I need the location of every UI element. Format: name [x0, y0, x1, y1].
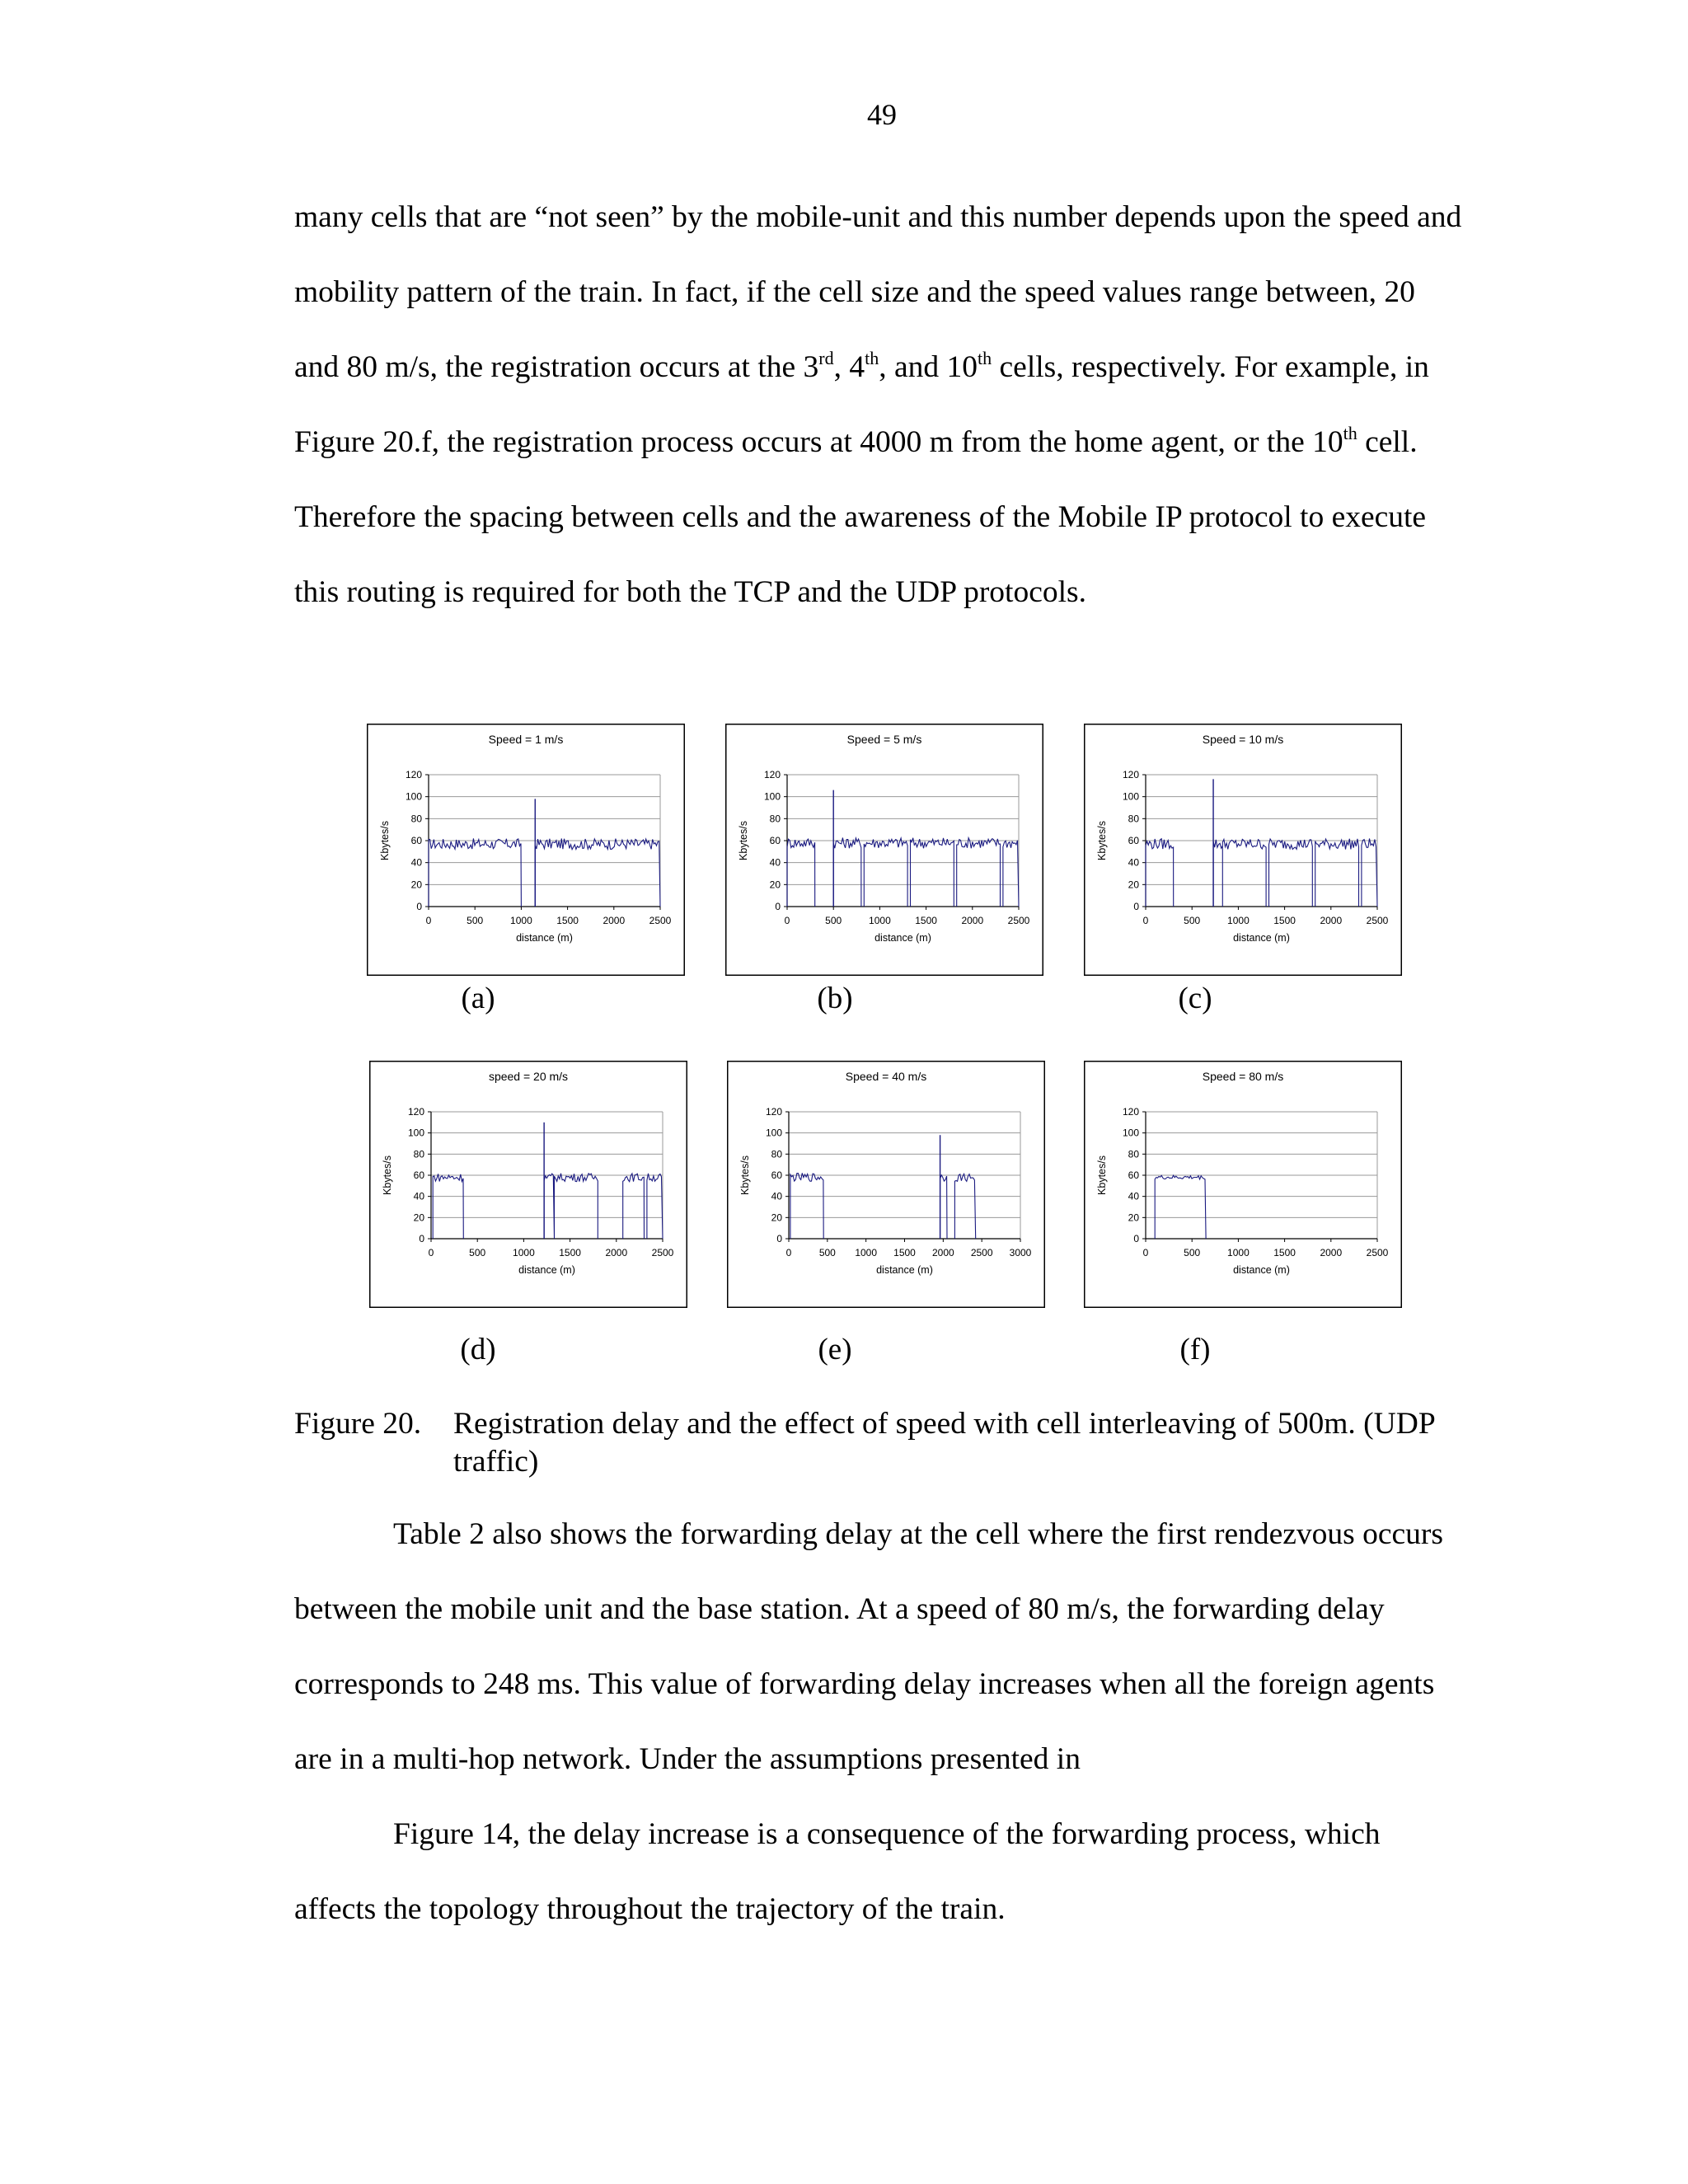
x-tick-label: 2500 — [1007, 915, 1030, 926]
chart-title: speed = 20 m/s — [488, 1070, 569, 1083]
y-tick-label: 20 — [1128, 879, 1139, 891]
chart-svg — [725, 724, 1043, 976]
body-paragraph-3: Figure 14, the delay increase is a consequence of the forwarding process, which affects the topology throughout the trajectory of the train. — [294, 1817, 1381, 1926]
chart-svg — [1084, 1061, 1402, 1308]
x-tick-label: 2000 — [931, 1247, 954, 1258]
y-tick-label: 0 — [419, 1233, 424, 1244]
body-paragraph-2: Table 2 also shows the forwarding delay at the cell where the first rendezvous occurs between the mobile unit and the base station. At a speed of 80 m/s, the forwarding delay corresponds to 248 ms. This value of forwarding delay increases when all the foreign agents are in a multi-hop network. Under the assumptions presented in — [294, 1517, 1444, 1776]
subfigure-label-c: (c) — [1178, 982, 1212, 1015]
y-tick-label: 80 — [1128, 813, 1139, 825]
x-tick-label: 500 — [1184, 1247, 1201, 1258]
chart-speed-80 — [1084, 1061, 1402, 1308]
y-tick-label: 120 — [765, 1106, 782, 1118]
body-paragraph-1: many cells that are “not seen” by the mobile-unit and this number depends upon the speed and mobility pattern of the train. In fact, if the cell size and the speed values range between, 20 and 80 m/s, the registration occurs at the 3rd, 4th, and 10th cells, respectively. For example, in Figure 20.f, the registration process occurs at 4000 m from the home agent, or the 10th cell. Therefore the spacing between cells and the awareness of the Mobile IP protocol to execute this routing is required for both the TCP and the UDP protocols. — [294, 200, 1462, 609]
chart-speed-1 — [367, 724, 685, 976]
subfigure-label-b: (b) — [817, 982, 853, 1015]
x-tick-label: 2000 — [961, 915, 984, 926]
x-tick-label: 1000 — [869, 915, 891, 926]
x-tick-label: 0 — [1142, 1247, 1149, 1258]
x-tick-label: 1000 — [1227, 915, 1250, 926]
x-tick-label: 0 — [784, 915, 790, 926]
x-axis-label: distance (m) — [516, 932, 573, 944]
y-tick-label: 60 — [413, 1169, 424, 1181]
y-axis-label: Kbytes/s — [739, 1155, 751, 1195]
x-tick-label: 1500 — [556, 915, 579, 926]
x-axis-label: distance (m) — [874, 932, 931, 944]
y-tick-label: 0 — [775, 901, 781, 912]
chart-title: Speed = 10 m/s — [1202, 733, 1284, 746]
x-axis-label: distance (m) — [1233, 1264, 1290, 1276]
x-tick-label: 500 — [825, 915, 842, 926]
y-tick-label: 60 — [769, 835, 781, 846]
y-tick-label: 100 — [1122, 790, 1139, 803]
y-axis-label: Kbytes/s — [379, 821, 391, 860]
x-tick-label: 1500 — [915, 915, 937, 926]
x-tick-label: 1000 — [1227, 1247, 1250, 1258]
x-tick-label: 2000 — [605, 1247, 628, 1258]
y-tick-label: 0 — [416, 901, 422, 912]
y-tick-label: 40 — [1128, 856, 1139, 869]
y-tick-label: 20 — [771, 1212, 782, 1224]
x-tick-label: 2000 — [1320, 1247, 1343, 1258]
chart-speed-20 — [369, 1061, 687, 1308]
y-tick-label: 40 — [1128, 1190, 1139, 1202]
y-tick-label: 100 — [763, 790, 781, 803]
x-tick-label: 1000 — [855, 1247, 878, 1258]
y-tick-label: 100 — [1122, 1127, 1139, 1139]
y-tick-label: 0 — [776, 1233, 782, 1244]
y-axis-label: Kbytes/s — [738, 821, 749, 860]
y-tick-label: 100 — [405, 790, 422, 803]
x-tick-label: 0 — [425, 915, 432, 926]
x-tick-label: 2500 — [651, 1247, 674, 1258]
x-tick-label: 0 — [428, 1247, 434, 1258]
x-axis-label: distance (m) — [518, 1264, 575, 1276]
x-tick-label: 1500 — [559, 1247, 581, 1258]
y-tick-label: 20 — [410, 879, 422, 891]
x-tick-label: 1000 — [510, 915, 532, 926]
x-tick-label: 2500 — [1366, 915, 1389, 926]
y-tick-label: 120 — [405, 769, 422, 780]
y-tick-label: 40 — [771, 1190, 782, 1202]
chart-speed-5 — [725, 724, 1043, 976]
chart-title: Speed = 80 m/s — [1202, 1070, 1284, 1083]
x-tick-label: 1500 — [893, 1247, 916, 1258]
x-tick-label: 500 — [1184, 915, 1201, 926]
chart-svg — [727, 1061, 1045, 1308]
y-tick-label: 120 — [407, 1106, 424, 1118]
y-tick-label: 80 — [410, 813, 422, 825]
chart-svg — [369, 1061, 687, 1308]
x-tick-label: 0 — [785, 1247, 792, 1258]
y-axis-label: Kbytes/s — [1096, 1155, 1108, 1195]
y-tick-label: 40 — [769, 856, 781, 869]
y-tick-label: 120 — [1122, 1106, 1139, 1118]
x-tick-label: 2500 — [1366, 1247, 1389, 1258]
y-tick-label: 120 — [1122, 769, 1139, 780]
y-tick-label: 100 — [407, 1127, 424, 1139]
figure-caption-label: Figure 20. — [294, 1407, 422, 1441]
chart-svg — [367, 724, 685, 976]
y-tick-label: 120 — [763, 769, 781, 780]
y-tick-label: 0 — [1133, 901, 1139, 912]
y-tick-label: 80 — [771, 1148, 782, 1160]
x-axis-label: distance (m) — [1233, 932, 1290, 944]
y-tick-label: 40 — [410, 856, 422, 869]
x-tick-label: 1500 — [1273, 915, 1296, 926]
y-tick-label: 40 — [413, 1190, 424, 1202]
y-tick-label: 20 — [769, 879, 781, 891]
x-tick-label: 3000 — [1009, 1247, 1032, 1258]
y-tick-label: 80 — [1128, 1148, 1139, 1160]
x-tick-label: 1000 — [513, 1247, 535, 1258]
y-tick-label: 60 — [771, 1169, 782, 1181]
subfigure-label-e: (e) — [818, 1333, 852, 1366]
y-tick-label: 0 — [1133, 1233, 1139, 1244]
chart-speed-10 — [1084, 724, 1402, 976]
y-tick-label: 20 — [413, 1212, 424, 1224]
x-tick-label: 0 — [1142, 915, 1149, 926]
x-tick-label: 2500 — [970, 1247, 993, 1258]
chart-title: Speed = 5 m/s — [846, 733, 922, 746]
x-tick-label: 2000 — [603, 915, 626, 926]
y-tick-label: 60 — [1128, 1169, 1139, 1181]
subfigure-label-d: (d) — [460, 1333, 496, 1366]
x-tick-label: 1500 — [1273, 1247, 1296, 1258]
y-tick-label: 20 — [1128, 1212, 1139, 1224]
subfigure-label-a: (a) — [461, 982, 495, 1015]
figure-caption-text: Registration delay and the effect of speed with cell interleaving of 500m. (UDP traffic) — [453, 1407, 1435, 1479]
chart-svg — [1084, 724, 1402, 976]
y-tick-label: 100 — [765, 1127, 782, 1139]
page-number: 49 — [867, 98, 897, 131]
y-tick-label: 80 — [769, 813, 781, 825]
y-axis-label: Kbytes/s — [1096, 821, 1108, 860]
x-tick-label: 2500 — [649, 915, 672, 926]
chart-title: Speed = 1 m/s — [488, 733, 564, 746]
x-tick-label: 2000 — [1320, 915, 1343, 926]
y-tick-label: 80 — [413, 1148, 424, 1160]
subfigure-label-f: (f) — [1179, 1333, 1211, 1366]
y-tick-label: 60 — [1128, 835, 1139, 846]
x-tick-label: 500 — [469, 1247, 486, 1258]
y-axis-label: Kbytes/s — [382, 1155, 393, 1195]
x-tick-label: 500 — [818, 1247, 836, 1258]
chart-speed-40 — [727, 1061, 1045, 1308]
x-axis-label: distance (m) — [876, 1264, 933, 1276]
y-tick-label: 60 — [410, 835, 422, 846]
chart-title: Speed = 40 m/s — [845, 1070, 927, 1083]
x-tick-label: 500 — [467, 915, 484, 926]
